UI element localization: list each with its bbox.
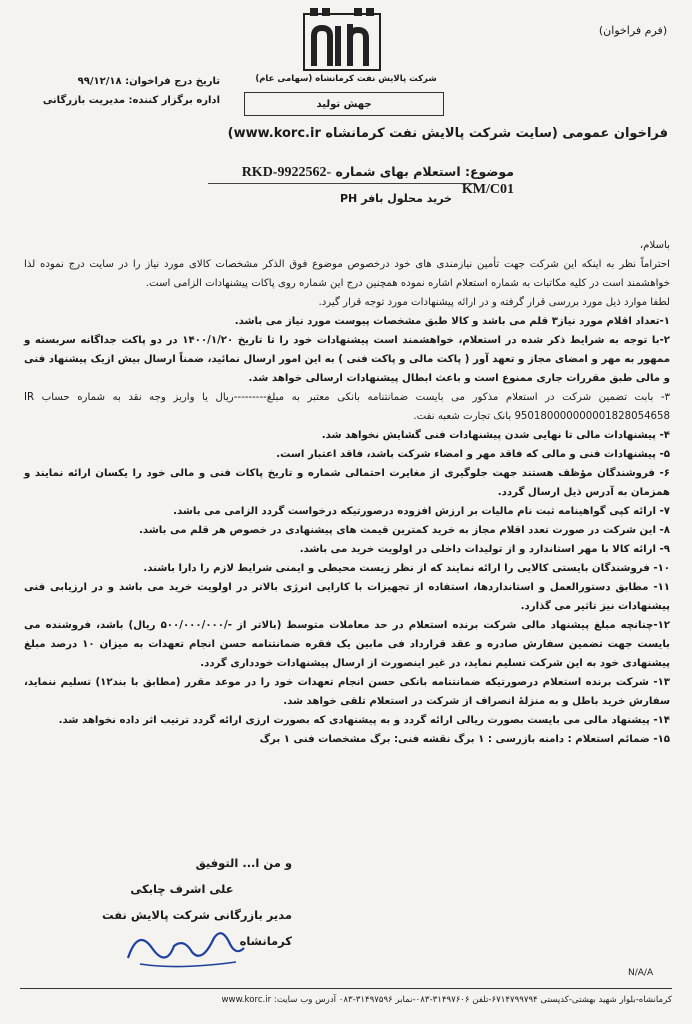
greeting: باسلام، [639,240,670,251]
company-logo [300,6,384,74]
organizer-row [20,91,220,110]
clause-11: ۱۱- مطابق دستورالعمل و استانداردها، استفاده از تجهیزات با کارایی انرژی بالاتر در اولویت خرید می باشد و در ارزیابی فنی پیشنهادات نیز تاثیر می گذارد. [24,582,670,612]
organizer-value: مدیریت بازرگانی [42,95,126,106]
intro-paragraph: احتراماً نظر به اینکه این شرکت جهت تأمین نیازمندی های خود درخصوص موضوع فوق الذکر مشخصات کالای مورد نیاز را در سایت درج نموده لذا خواهشمند است در کلیه مکاتبات به شماره استعلام اشاره نموده همچنین درج این شماره روی پاکات پیشنهادات الزامی است. [24,259,670,289]
clause-15: ۱۵- ضمائم استعلام : دامنه بازرسی : ۱ برگ نقشه فنی: برگ مشخصات فنی ۱ برگ [259,734,670,745]
date-value: ۹۹/۱۲/۱۸ [77,76,122,87]
page-title: فراخوان عمومی (سایت شرکت پالایش نفت کرمانشاه www.korc.ir) [227,126,668,141]
closing-line: و من ا... التوفیق [195,856,292,870]
subject-label: موضوع: استعلام بهای شماره [335,164,514,179]
clause-12: ۱۲-چنانچه مبلغ پیشنهاد مالی شرکت برنده استعلام در حد معاملات متوسط (بالاتر از -/۵۰۰/۰۰۰/۰۰۰ ریال) باشد، فروشنده می بایست جهت تضمین سفارش صادره و عقد قرارداد فی مابین یک فقره ضمانتنامه حسن انجام تعهدات به میزان ۱۰ درصد مبلغ پیشنهادی خود به این شرکت تسلیم نماید، در غیر اینصورت از ارسال پیشنهادات خودداری گردد. [24,620,670,669]
signatory-title: مدیر بازرگانی شرکت پالایش نفت کرمانشاه [102,908,292,948]
clause-5: ۵- پیشنهادات فنی و مالی که فاقد مهر و امضاء شرکت باشد، فاقد اعتبار است. [276,449,670,460]
company-name: شرکت پالایش نفت کرمانشاه (سهامی عام) [255,74,437,84]
footer-address: کرمانشاه-بلوار شهید بهشتی-کدپستی ۶۷۱۴۷۹۹۷۹۴-تلفن ۳۱۴۹۷۶۰۶-۰۸۳-نمابر ۳۱۴۹۷۵۹۶-۰۸۳ آدرس وب سایت: www.korc.ir [20,988,672,1005]
signatory-name: علی اشرف چابکی [130,882,234,896]
clause-3: ۳- بابت تضمین شرکت در استعلام مذکور می بایست ضمانتنامه بانکی معتبر به مبلغ---------ریال یا واریز وجه نقد به شماره حساب IR 950180000000001828054658 بانک تجارت شعبه نفت. [24,392,670,422]
organizer-label: اداره برگزار کننده: [128,95,220,106]
clause-7: ۷- ارائه کپی گواهینامه ثبت نام مالیات بر ارزش افزوده درصورتیکه درخواست گردد الزامی می باشد. [173,506,670,517]
subject-code: RKD-9922562-KM/C01 [241,165,514,197]
clause-14: ۱۴- پیشنهاد مالی می بایست بصورت ریالی ارائه گردد و به پیشنهادی که بصورت ارزی ارائه گردد ترتیب اثر داده نخواهد شد. [58,715,670,726]
meta-block [20,72,220,110]
clause-1: ۱-تعداد اقلام مورد نیاز۳ قلم می باشد و کالا طبق مشخصات پیوست مورد نیاز می باشد. [234,316,670,327]
item-name: خرید محلول بافر PH [339,192,452,205]
handwritten-signature [118,918,248,976]
department-box: جهش تولید [244,92,444,116]
clause-2: ۲-با توجه به شرایط ذکر شده در استعلام، خواهشمند است پیشنهادات خود را تا تاریخ ۱۴۰۰/۱/۲۰ در دو پاکت جداگانه سربسته و ممهور به مهر و امضای مجاز و تعهد آور ( پاکت مالی و پاکت فنی ) به این امور ارسال نمائید، ضمناً ارسال بیش ازیک پیشنهاد فنی و مالی طبق مقررات جاری ممنوع است و باعث ابطال پیشنهادات ارسالی خواهد شد. [24,335,671,384]
clause-10: ۱۰- فروشندگان بایستی کالایی را ارائه نمایند که از نظر زیست محیطی و ایمنی شرایط لازم را دارا باشند. [143,563,670,574]
document-body [24,236,670,749]
date-row [20,72,220,91]
form-tag: (فرم فراخوان) [598,24,668,37]
subject-underline [208,183,476,184]
clause-4: ۴- پیشنهادات مالی تا نهایی شدن پیشنهادات فنی گشایش نخواهد شد. [321,430,670,441]
clause-6: ۶- فروشندگان مؤظف هستند جهت جلوگیری از مغایرت احتمالی شماره و تاریخ پاکات فنی و مالی خود را یکسان ارائه نمایند و همزمان به آدرس ذیل ارسال گردد. [24,468,670,498]
footnote: N/A/A [628,968,654,978]
clause-13: ۱۳- شرکت برنده استعلام درصورتیکه ضمانتنامه بانکی حسن انجام تعهدات خود را در موعد مقرر (مطابق با بند۱۲) تسلیم ننماید، سفارش خرید باطل و به منزلهٔ انصراف از شرکت در استعلام تلقی خواهد شد. [24,677,670,707]
clause-9: ۹- ارائه کالا با مهر استاندارد و از تولیدات داخلی در اولویت خرید می باشد. [299,544,670,555]
date-label: تاریخ درج فراخوان: [125,76,220,87]
clause-8: ۸- این شرکت در صورت تعدد اقلام مجاز به خرید کمترین قیمت های پیشنهادی در خصوص هر قلم می باشد. [139,525,670,536]
intro-note: لطفا موارد ذیل مورد بررسی قرار گرفته و در ارائه پیشنهادات مورد توجه قرار گیرد. [318,297,670,308]
